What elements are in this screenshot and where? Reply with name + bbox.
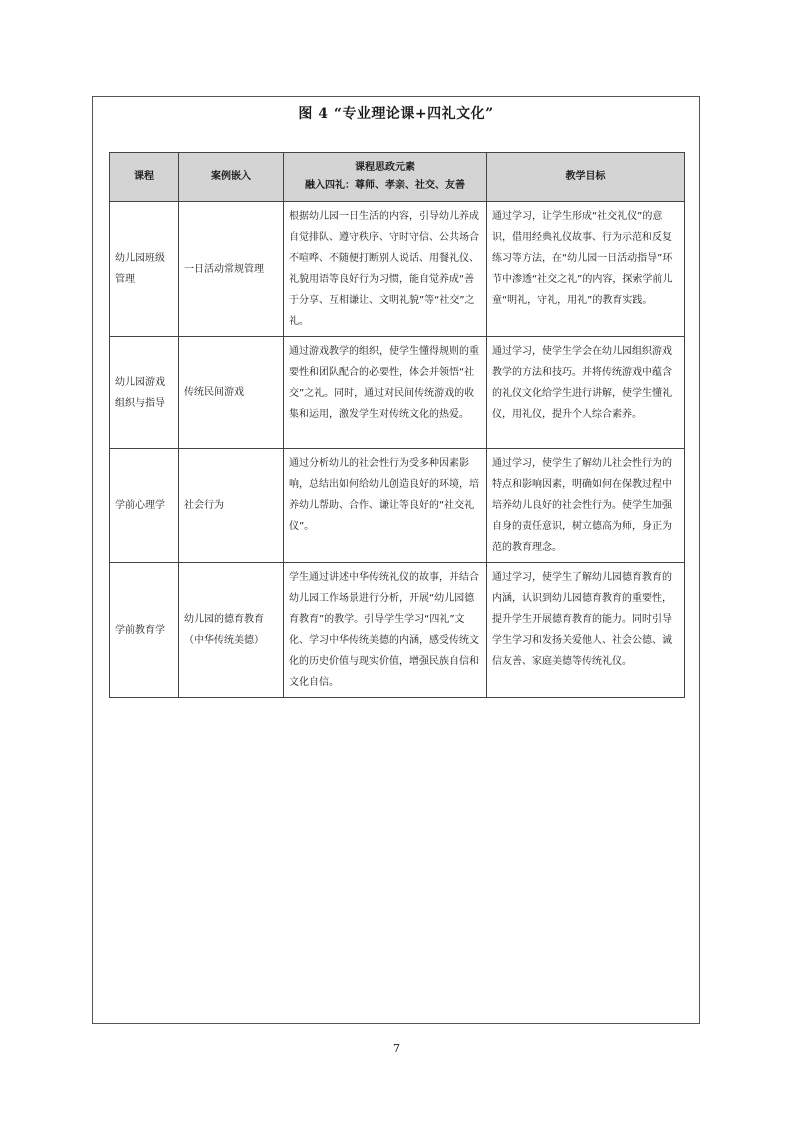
- case-cell: 幼儿园的德育教育（中华传统美德）: [179, 563, 284, 698]
- figure-title: 图 4 “专业理论课+四礼文化”: [298, 106, 494, 122]
- goal-cell: 通过学习，使学生学会在幼儿园组织游戏教学的方法和技巧。并将传统游戏中蕴含的礼仪文化给学生进行讲解，使学生懂礼仪，用礼仪，提升个人综合素养。: [487, 337, 685, 449]
- header-goal: 教学目标: [487, 153, 685, 202]
- header-course: 课程: [110, 153, 179, 202]
- case-cell: 一日活动常规管理: [179, 202, 284, 337]
- header-ideology: [284, 153, 487, 202]
- ideology-cell: 学生通过讲述中华传统礼仪的故事，并结合幼儿园工作场景进行分析，开展“幼儿园德育教育”的教学。引导学生学习“四礼”文化、学习中华传统美德的内涵，感受传统文化的历史价值与现实价值，增强民族自信和文化自信。: [284, 563, 487, 698]
- table-row: [110, 449, 685, 563]
- goal-cell: 通过学习，使学生了解幼儿社会性行为的特点和影响因素，明确如何在保教过程中培养幼儿良好的社会性行为。使学生加强自身的责任意识，树立德高为师，身正为范的教育理念。: [487, 449, 685, 563]
- curriculum-table: [109, 152, 685, 698]
- course-cell: 幼儿园游戏组织与指导: [110, 337, 179, 449]
- table-row: [110, 202, 685, 337]
- course-cell: 学前教育学: [110, 563, 179, 698]
- table-header-row: [110, 153, 685, 202]
- header-ideology-title: 课程思政元素: [355, 162, 415, 173]
- ideology-cell: 通过分析幼儿的社会性行为受多种因素影响，总结出如何给幼儿创造良好的环境，培养幼儿帮助、合作、谦让等良好的“社交礼仪”。: [284, 449, 487, 563]
- table-row: [110, 337, 685, 449]
- page-number: 7: [393, 1042, 400, 1055]
- goal-cell: 通过学习，让学生形成“社交礼仪”的意识，借用经典礼仪故事、行为示范和反复练习等方法，在“幼儿园一日活动指导”环节中渗透“社交之礼”的内容，探索学前儿童“明礼，守礼，用礼”的教育实践。: [487, 202, 685, 337]
- case-cell: 传统民间游戏: [179, 337, 284, 449]
- header-ideology-subtitle: 融入四礼：尊师、孝亲、社交、友善: [305, 180, 465, 191]
- goal-cell: 通过学习，使学生了解幼儿园德育教育的内涵，认识到幼儿园德育教育的重要性，提升学生开展德育教育的能力。同时引导学生学习和发扬关爱他人、社会公德、诚信友善、家庭美德等传统礼仪。: [487, 563, 685, 698]
- table-row: [110, 563, 685, 698]
- course-cell: 学前心理学: [110, 449, 179, 563]
- case-cell: 社会行为: [179, 449, 284, 563]
- ideology-cell: 根据幼儿园一日生活的内容，引导幼儿养成自觉排队、遵守秩序、守时守信、公共场合不喧哗、不随便打断别人说话、用餐礼仪、礼貌用语等良好行为习惯，能自觉养成“善于分享、互相谦让、文明礼貌”等“社交”之礼。: [284, 202, 487, 337]
- page-frame: [92, 96, 700, 1024]
- header-case: 案例嵌入: [179, 153, 284, 202]
- course-cell: 幼儿园班级管理: [110, 202, 179, 337]
- ideology-cell: 通过游戏教学的组织，使学生懂得规则的重要性和团队配合的必要性，体会并领悟“社交”之礼。同时，通过对民间传统游戏的收集和运用，激发学生对传统文化的热爱。: [284, 337, 487, 449]
